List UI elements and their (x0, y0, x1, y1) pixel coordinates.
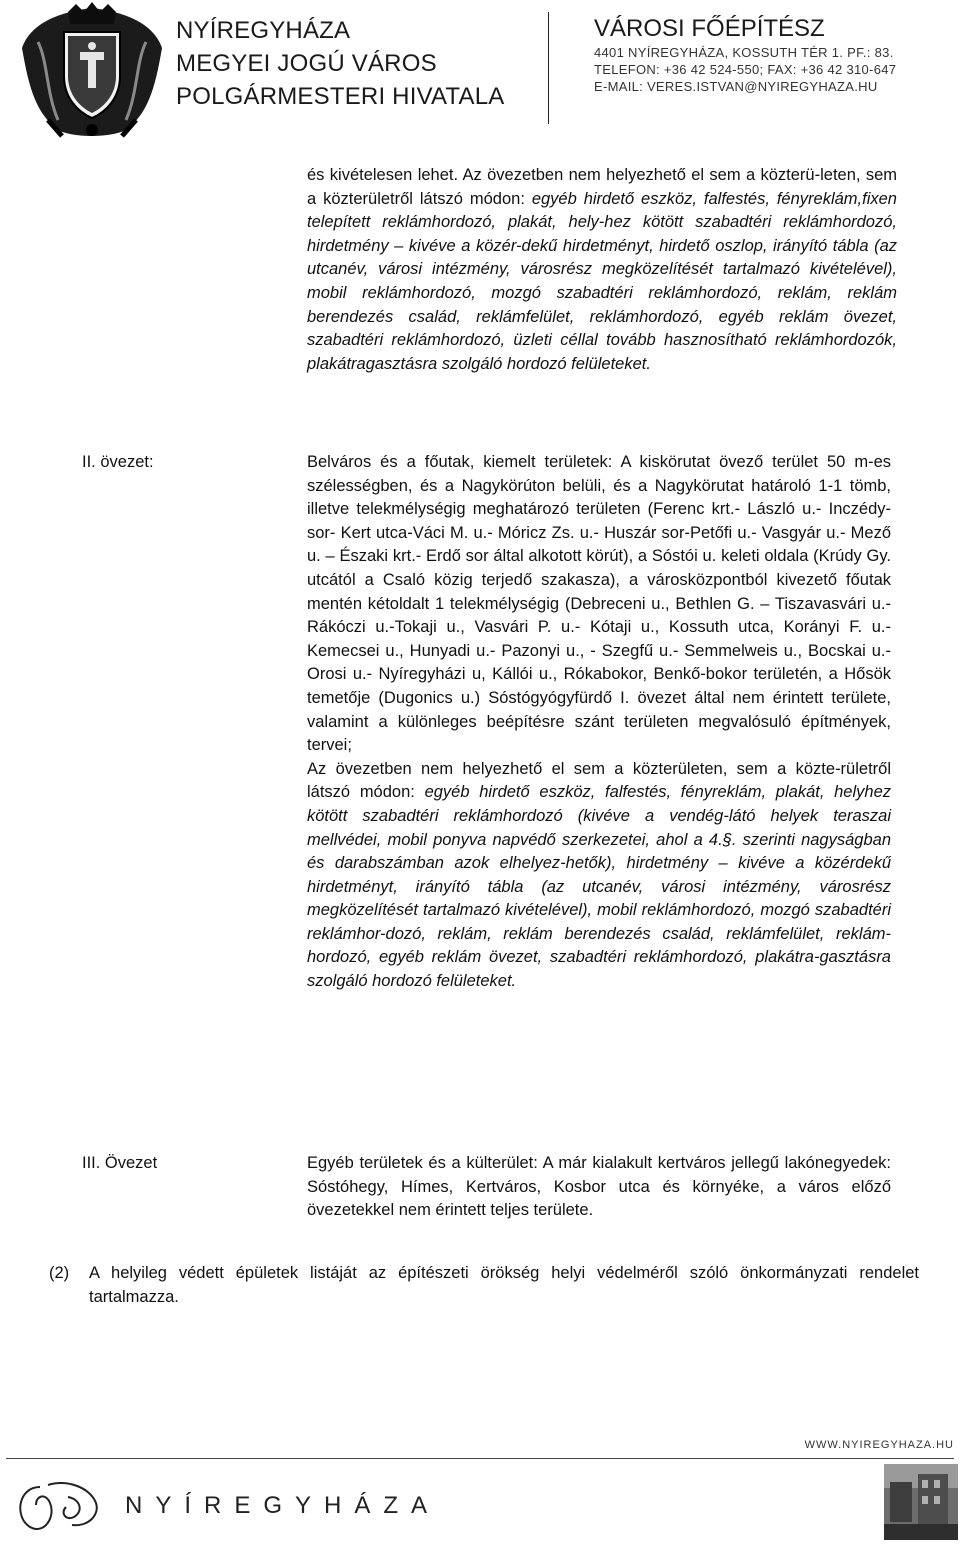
paragraph2-text: A helyileg védett épületek listáját az építészeti örökség helyi védelméről szóló önkormányzati rendelet tartalmazza. (89, 1264, 919, 1306)
zone1-continuation-paragraph (307, 164, 897, 376)
footer-divider (6, 1458, 954, 1459)
org-name-line3: POLGÁRMESTERI HIVATALA (176, 83, 505, 110)
zone3-paragraph: Egyéb területek és a külterület: A már kialakult kertváros jellegű lakónegyedek: Sóstóhegy, Hímes, Kertváros, Kosbor utca és környéke, a város előző övezetekkel nem érintett teljes területe. (307, 1154, 891, 1220)
org-name-line1: NYÍREGYHÁZA (176, 17, 351, 44)
zone2-restriction-normal: Az övezetben nem helyezhető el sem a közterületen, sem a közte-rületről látszó módon: (307, 759, 891, 802)
header-divider (548, 12, 549, 124)
footer-city-name: NYÍREGYHÁZA (125, 1492, 441, 1519)
zone2-label: II. övezet: (82, 453, 154, 471)
nyiregyhaza-logo-icon (10, 1477, 105, 1535)
office-address: 4401 NYÍREGYHÁZA, KOSSUTH TÉR 1. PF.: 83. (594, 45, 894, 60)
zone1-text-normal: és kivételesen lehet. Az övezetben nem helyezhető el sem a közterü-leten, sem a közterületről látszó módon: (307, 166, 897, 208)
footer-photo (884, 1464, 958, 1540)
zone2-restriction-italic: egyéb hirdető eszköz, falfestés, fényreklám, plakát, helyhez kötött szabadtéri reklámhordozó (kivéve a vendég-látó helyek teraszai mellvédei, mobil ponyva napvédő szerkezetei, ahol a 4.§. szerinti nagyságban és darabszámban azok elhelyez-hetők), hirdetmény – kivéve a közérdekű hirdetményt, irányító tábla (az utcanév, városi intézmény, városrész megközelítését tartalmazó kivételével), mobil reklámhordozó, mozgó szabadtéri reklámhor-dozó, reklám, reklám berendezés család, reklámfelület, reklám-hordozó, egyéb reklám övezet, szabadtéri reklámhordozó, plakátra-gasztásra szolgáló hordozó felületeket. (307, 783, 891, 991)
paragraph2-number: (2) (49, 1264, 70, 1282)
issuing-authority (176, 14, 504, 113)
org-name-line2: MEGYEI JOGÚ VÁROS (176, 50, 437, 77)
office-title: VÁROSI FŐÉPÍTÉSZ (594, 15, 825, 42)
zone3-label: III. Övezet (82, 1154, 158, 1172)
zone2-description: Belváros és a főutak, kiemelt területek: A kiskörutat övező terület 50 m-es szélességben, és a Nagykörúton belüli, és a Nagykörutat határoló 1-1 tömb, illetve telekmélységig meghatározó területen (Ferenc krt.- László u.- Inczédy-sor- Kert utca-Váci M. u.- Móricz Zs. u.- Huszár sor-Petőfi u.- Vasgyár u.- Mező u. – Északi krt.- Erdő sor által alkotott körút), a Sóstói u. keleti oldala (Krúdy Gy. utcától a Csaló közig terjedő szakasza), a városközpontból kivezető főutak mentén kétoldalt 1 telekmélységig (Debreceni u., Bethlen G. – Tiszavasvári u.- Rákóczi u.-Tokaji u., Vasvári P. u.- Kótaji u., Kossuth utca, Korányi F. u.-Kemecsei u., Hunyadi u.- Pazonyi u., - Szegfű u.- Semmelweis u., Bocskai u.-Orosi u.- Nyíregyházi u, Kállói u., Rókabokor, Benkő-bokor területén, a Hősök temetője (Dugonics u.) Sóstógyógyfürdő I. övezet által nem érintett területe, valamint a különleges beépítésre szánt területen megvalósuló építmények, tervei; (307, 453, 891, 755)
office-phone: TELEFON: +36 42 524-550; FAX: +36 42 310-647 (594, 62, 897, 77)
office-contact-block (594, 14, 896, 95)
zone1-text-italic: egyéb hirdető eszköz, falfestés, fényreklám,fixen telepített reklámhordozó, plakát, hely-hez kötött szabadtéri reklámhordozó, hirdetmény – kivéve a közér-dekű hirdetményt, hirdető oszlop, irányító tábla (az utcanév, városi intézmény, városrész megközelítését tartalmazó kivételével), mobil reklámhordozó, mozgó szabadtéri reklámhordozó, reklám, reklám berendezés család, reklámfelület, reklámhordozó, egyéb reklám övezet, szabadtéri reklámhordozó, üzleti céllal tovább hasznosítható reklámhordozók, plakátragasztásra szolgáló hordozó felületeket. (307, 189, 897, 373)
zone2-paragraph (307, 451, 891, 994)
footer-website-url: WWW.NYIREGYHAZA.HU (804, 1439, 954, 1451)
coat-of-arms-icon (18, 2, 166, 142)
office-email: E-MAIL: VERES.ISTVAN@NYIREGYHAZA.HU (594, 79, 878, 94)
zone2-restriction (307, 758, 891, 994)
